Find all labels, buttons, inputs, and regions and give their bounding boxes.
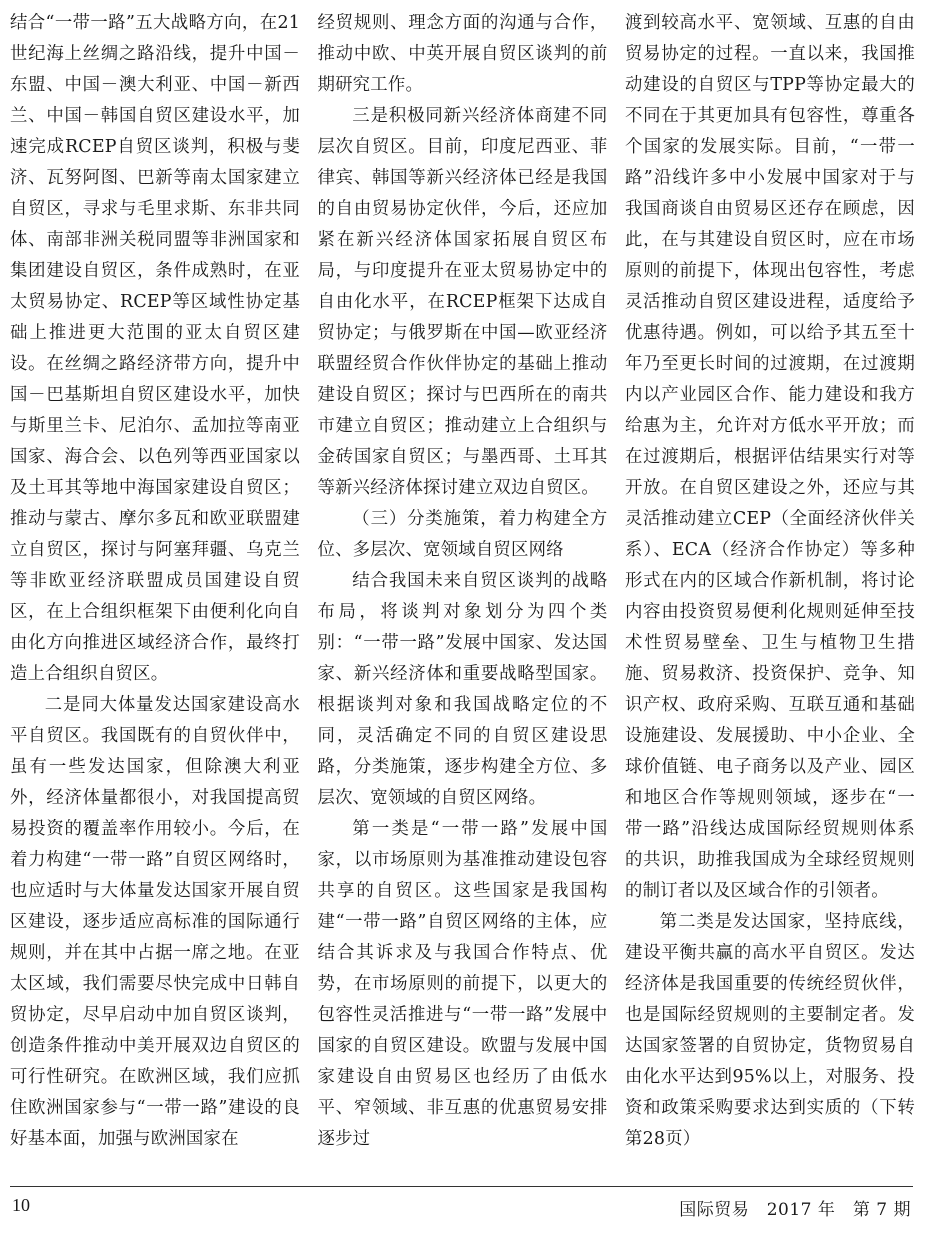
section-heading: （三）分类施策，着力构建全方位、多层次、宽领域自贸区网络 bbox=[317, 509, 608, 560]
column-right bbox=[625, 8, 915, 1173]
paragraph: 第一类是“一带一路”发展中国家，以市场原则为基准推动建设包容共享的自贸区。这些国家是我国构建“一带一路”自贸区网络的主体，应结合其诉求及与我国合作特点、优势，在市场原则的前提下，以更大的包容性灵活推进与“一带一路”发展中国家的自贸区建设。欧盟与发展中国家建设自由贸易区也经历了由低水平、窄领域、非互惠的优惠贸易安排逐步过 bbox=[317, 819, 608, 1149]
paragraph: 二是同大体量发达国家建设高水平自贸区。我国既有的自贸伙伴中，虽有一些发达国家，但除澳大利亚外，经济体量都很小，对我国提高贸易投资的覆盖率作用较小。今后，在着力构建“一带一路”自贸区网络时，也应适时与大体量发达国家开展自贸区建设，逐步适应高标准的国际通行规则，并在其中占据一席之地。在亚太区域，我们需要尽快完成中日韩自贸协定，尽早启动中加自贸区谈判，创造条件推动中美开展双边自贸区的可行性研究。在欧洲区域，我们应抓住欧洲国家参与“一带一路”建设的良好基本面，加强与欧洲国家在 bbox=[10, 695, 300, 1149]
article-body bbox=[10, 8, 915, 1173]
paragraph: 结合“一带一路”五大战略方向，在21世纪海上丝绸之路沿线，提升中国－东盟、中国－澳大利亚、中国－新西兰、中国－韩国自贸区建设水平，加速完成RCEP自贸区谈判，积极与斐济、瓦努阿图、巴新等南太国家建立自贸区，寻求与毛里求斯、东非共同体、南部非洲关税同盟等非洲国家和集团建设自贸区，条件成熟时，在亚太贸易协定、RCEP等区域性协定基础上推进更大范围的亚太自贸区建设。在丝绸之路经济带方向，提升中国－巴基斯坦自贸区建设水平，加快与斯里兰卡、尼泊尔、孟加拉等南亚国家、海合会、以色列等西亚国家以及土耳其等地中海国家建设自贸区；推动与蒙古、摩尔多瓦和欧亚联盟建立自贸区，探讨与阿塞拜疆、乌克兰等非欧亚经济联盟成员国建设自贸区，在上合组织框架下由便利化向自由化方向推进区域经济合作，最终打造上合组织自贸区。 bbox=[10, 13, 300, 684]
journal-issue: 国际贸易 2017 年 第 7 期 bbox=[679, 1200, 911, 1220]
footer-divider bbox=[10, 1186, 913, 1187]
column-middle bbox=[318, 8, 608, 1173]
paragraph: 三是积极同新兴经济体商建不同层次自贸区。目前，印度尼西亚、菲律宾、韩国等新兴经济体已经是我国的自由贸易协定伙伴，今后，还应加紧在新兴经济体国家拓展自贸区布局，与印度提升在亚太贸易协定中的自由化水平，在RCEP框架下达成自贸协定；与俄罗斯在中国—欧亚经济联盟经贸合作伙伴协定的基础上推动建设自贸区；探讨与巴西所在的南共市建立自贸区；推动建立上合组织与金砖国家自贸区；与墨西哥、土耳其等新兴经济体探讨建立双边自贸区。 bbox=[317, 106, 608, 498]
paragraph: 结合我国未来自贸区谈判的战略布局，将谈判对象划分为四个类别：“一带一路”发展中国家、发达国家、新兴经济体和重要战略型国家。根据谈判对象和我国战略定位的不同，灵活确定不同的自贸区建设思路，分类施策，逐步构建全方位、多层次、宽领域的自贸区网络。 bbox=[317, 571, 608, 808]
column-left bbox=[10, 8, 300, 1173]
paragraph: 经贸规则、理念方面的沟通与合作，推动中欧、中英开展自贸区谈判的前期研究工作。 bbox=[317, 13, 608, 95]
page-number: 10 bbox=[12, 1195, 30, 1215]
paragraph: 渡到较高水平、宽领域、互惠的自由贸易协定的过程。一直以来，我国推动建设的自贸区与TPP等协定最大的不同在于其更加具有包容性，尊重各个国家的发展实际。目前，“一带一路”沿线许多中小发展中国家对于与我国商谈自由贸易区还存在顾虑，因此，在与其建设自贸区时，应在市场原则的前提下，体现出包容性，考虑灵活推动自贸区建设进程，适度给予优惠待遇。例如，可以给予其五至十年乃至更长时间的过渡期，在过渡期内以产业园区合作、能力建设和我方给惠为主，允许对方低水平开放；而在过渡期后，根据评估结果实行对等开放。在自贸区建设之外，还应与其灵活推动建立CEP（全面经济伙伴关系）、ECA（经济合作协定）等多种形式在内的区域合作新机制，将讨论内容由投资贸易便利化规则延伸至技术性贸易壁垒、卫生与植物卫生措施、贸易救济、投资保护、竞争、知识产权、政府采购、互联互通和基础设施建设、发展援助、中小企业、全球价值链、电子商务以及产业、园区和地区合作等规则领域，逐步在“一带一路”沿线达成国际经贸规则体系的共识，助推我国成为全球经贸规则的制订者以及区域合作的引领者。 bbox=[625, 13, 915, 901]
paragraph: 第二类是发达国家，坚持底线，建设平衡共赢的高水平自贸区。发达经济体是我国重要的传统经贸伙伴，也是国际经贸规则的主要制定者。发达国家签署的自贸协定，货物贸易自由化水平达到95%以上，对服务、投资和政策采购要求达到实质的（下转第28页） bbox=[625, 912, 915, 1149]
